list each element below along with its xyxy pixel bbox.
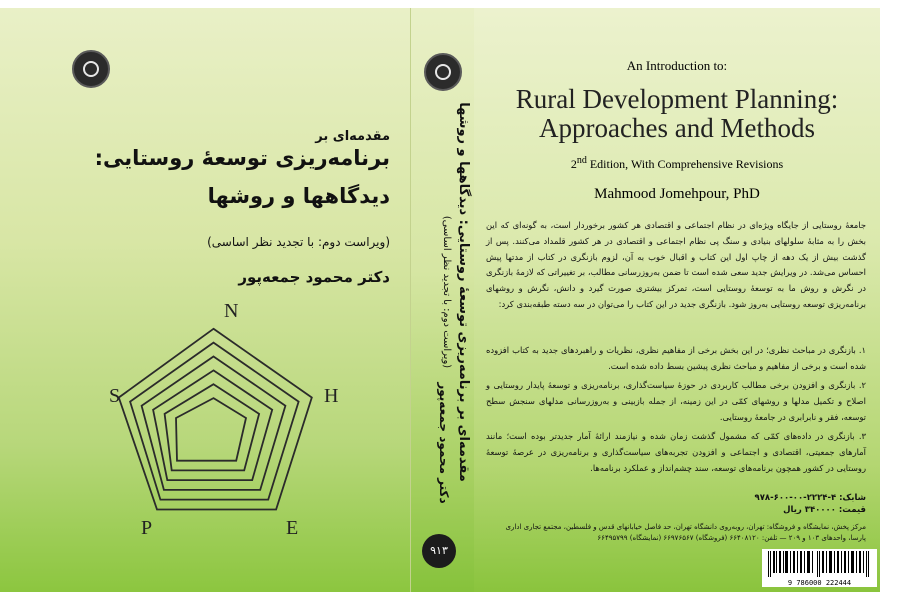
revision-item-2: ۲. بازنگری و افزودن برخی مطالب کاربردی در حوزهٔ سیاست‌گذاری، برنامه‌ریزی و توسعهٔ پایدار روستایی و اصلاح و تکمیل مدلها و روشهای کمّی در این زمینه، از جمله بازبینی و به‌روزرسانی مدلهای سنجش سطح توسعه، فقر و نابرابری در جامعهٔ روستایی. — [486, 380, 866, 422]
cover-title-line1: برنامه‌ریزی توسعهٔ روستایی: — [94, 146, 390, 170]
revision-item-3: ۳. بازنگری در داده‌های کمّی که مشمول گذشت زمان شده و نیازمند ارائهٔ آمار جدیدتر بوده است؛ مانند آمارهای جمعیتی، اقتصادی و اجتماعی و افزودن تجربه‌های سیاست‌گذاری و برنامه‌ریزی در عرصهٔ توسعهٔ روستایی در کشور همچون برنامه‌های توسعه، سند چشم‌انداز و عملکرد برنامه‌ها. — [486, 431, 866, 473]
back-description: جامعهٔ روستایی از جایگاه ویژه‌ای در نظام اجتماعی و اقتصادی هر کشور برخوردار است، به گونه‌ای که این بخش را به مثابهٔ سلولهای بنیادی و سنگ پی نظام اجتماعی و اقتصادی در هر کشور قلمداد می‌کنند. پس از گذشت بیش از یک دهه از چاپ اول این کتاب و اقبال خوب به آن، لزوم بازنگری در کتاب از مدتها پیش احساس می‌شد. در ویرایش جدید سعی شده است تا ضمن به‌روزرسانی مطالب، بر تغییراتی که لازمهٔ بازنگری در نگرش و روش ما به توسعهٔ روستایی است، تمرکز بیشتری صورت گیرد و دانش، نگرش و روشهای برنامه‌ریزی توسعه روستایی به‌روز شود. بازنگری جدید در این کتاب را می‌توان در سه دسته طبقه‌بندی کرد: — [486, 220, 866, 309]
publisher-address: مرکز پخش، نمایشگاه و فروشگاه: تهران، روبه‌روی دانشگاه تهران، حد فاصل خیابانهای قدس و فلسطین، مجتمع تجاری اداری پارسا، واحدهای ۱۰۳ و ۲۰۹ — تلفن: ۶۶۴۰۸۱۲۰ (فروشگاه) ۶۶۹۷۶۵۶۷ (نمایشگاه) ۶۶۴۹۵۷۹۹ — [505, 523, 866, 542]
edition-suffix: nd — [576, 155, 587, 166]
barcode-number: 9 786000 222444 — [787, 579, 852, 587]
spine-edition: (ویراست دوم: با تجدید نظر اساسی) — [441, 215, 452, 369]
spine-number-badge: ۹۱۳ — [422, 534, 456, 568]
cover-edition: (ویراست دوم: با تجدید نظر اساسی) — [207, 235, 390, 249]
barcode — [762, 549, 877, 587]
compass-label-s: S — [109, 385, 121, 407]
price-text: قیمت: ۳۴۰۰۰۰ ریال — [783, 505, 866, 515]
back-cover — [474, 8, 880, 592]
english-edition — [474, 155, 880, 172]
front-cover — [0, 8, 410, 592]
compass-label-p: P — [141, 517, 153, 539]
english-title-line2: Approaches and Methods — [539, 113, 815, 143]
compass-label-e: E — [286, 517, 299, 539]
cover-subtitle: مقدمه‌ای بر — [315, 129, 390, 144]
publisher-logo-icon — [72, 50, 110, 88]
edition-number: 2 — [570, 157, 577, 171]
compass-label-h: H — [324, 385, 339, 407]
book-spine — [410, 8, 476, 592]
cover-title-line2: دیدگاهها و روشها — [207, 184, 390, 208]
edition-text: Edition, With Comprehensive Revisions — [586, 157, 784, 171]
english-title-line1: Rural Development Planning: — [515, 84, 839, 114]
isbn-text: شابک: ۴-۲۲۲۴-۰۰-۶۰۰-۹۷۸ — [754, 493, 866, 503]
spine-title: مقدمه‌ای بر برنامه‌ریزی توسعهٔ روستایی: دیدگاهها و روشها — [456, 102, 471, 482]
cover-author: دکتر محمود جمعه‌پور — [238, 268, 390, 286]
right-edge-fade — [880, 0, 900, 596]
revision-item-1: ۱. بازنگری در مباحث نظری؛ در این بخش برخی از مفاهیم نظری، نظریات و راهبردهای جدید به کتاب افزوده شده است و برخی از مفاهیم و مباحث نظری پیشین بسط داده شده است. — [486, 345, 866, 371]
english-author: Mahmood Jomehpour, PhD — [594, 186, 760, 202]
spine-author: دکتر محمود جمعه‌پور — [437, 382, 451, 504]
compass-label-n: N — [224, 300, 239, 322]
pentagon-diagram — [100, 293, 380, 543]
barcode-bars-icon — [762, 549, 877, 577]
english-intro: An Introduction to: — [626, 58, 728, 73]
